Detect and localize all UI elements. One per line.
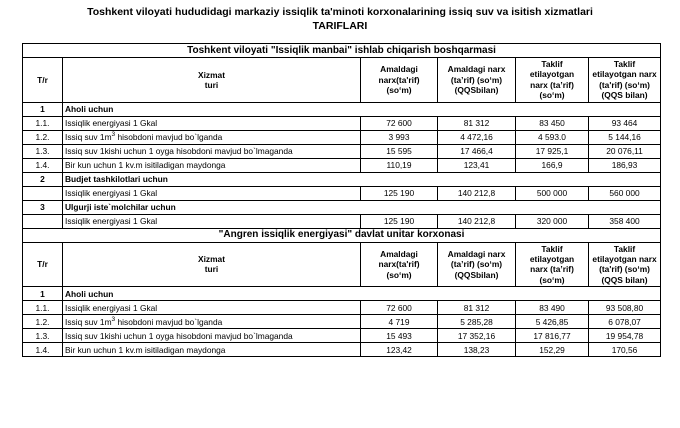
- proposed-price-line-2: etilayotgan: [529, 69, 575, 80]
- current-price-vat-value: 123,41: [438, 158, 516, 172]
- service-description: [63, 186, 361, 200]
- table-row: [23, 130, 661, 144]
- col-header-proposed-price-vat: [589, 242, 661, 287]
- group-number: 2: [23, 172, 63, 186]
- row-number: [23, 214, 63, 228]
- current-price-value: 72 600: [361, 116, 438, 130]
- group-row: [23, 200, 661, 214]
- proposed-price-line-3: narx (ta’rif): [530, 79, 574, 90]
- proposed-price-vat-value: 20 076,11: [589, 144, 661, 158]
- service-text-pre: Issiq suv 1m: [65, 316, 112, 327]
- column-header-row: [23, 58, 661, 103]
- service-text-pre: Issiqlik energiyasi 1 Gkal: [65, 118, 158, 129]
- proposed-price-vat-value: 5 144,16: [589, 130, 661, 144]
- row-number: 1.4.: [23, 158, 63, 172]
- proposed-price-line-1: Taklif: [541, 59, 563, 69]
- table-row: [23, 301, 661, 315]
- row-number: 1.1.: [23, 301, 63, 315]
- group-label: Aholi uchun: [63, 287, 661, 301]
- service-text-pre: Issiqlik energiyasi 1 Gkal: [65, 216, 158, 227]
- current-price-value: 4 719: [361, 315, 438, 329]
- proposed-price-line-1: Taklif: [541, 243, 563, 254]
- service-text-pre: Issiqlik energiyasi 1 Gkal: [65, 188, 158, 199]
- current-price-vat-value: 4 472,16: [438, 130, 516, 144]
- service-text-pre: Bir kun uchun 1 kv.m isitiladigan maydonga: [65, 160, 226, 171]
- service-description: [63, 315, 361, 329]
- proposed-price-vat-value: 186,93: [589, 158, 661, 172]
- superscript-3: 3: [111, 131, 116, 139]
- proposed-price-vat-line-4: (QQS bilan): [601, 90, 648, 101]
- service-text-pre: Bir kun uchun 1 kv.m isitiladigan maydonga: [65, 344, 226, 355]
- current-price-vat-value: 81 312: [438, 301, 516, 315]
- table-row: [23, 116, 661, 130]
- group-number: 3: [23, 200, 63, 214]
- proposed-price-vat-value: 93 464: [589, 116, 661, 130]
- current-price-value: 110,19: [361, 158, 438, 172]
- group-row: [23, 287, 661, 301]
- current-price-value: 125 190: [361, 214, 438, 228]
- group-label: Aholi uchun: [63, 102, 661, 116]
- superscript-3: 3: [111, 315, 116, 323]
- proposed-price-vat-value: 358 400: [589, 214, 661, 228]
- table-row: [23, 315, 661, 329]
- proposed-price-value: 17 925,1: [516, 144, 589, 158]
- proposed-price-vat-value: 93 508,80: [589, 301, 661, 315]
- proposed-price-line-3: narx (ta’rif): [530, 264, 574, 275]
- group-row: [23, 172, 661, 186]
- row-number: 1.3.: [23, 144, 63, 158]
- group-number: 1: [23, 287, 63, 301]
- current-price-vat-value: 5 285,28: [438, 315, 516, 329]
- col-header-service: [63, 58, 361, 103]
- current-price-vat-line-2: (ta’rif) (so‘m): [450, 74, 503, 85]
- proposed-price-line-2: etilayotgan: [529, 254, 575, 265]
- current-price-value: 15 595: [361, 144, 438, 158]
- proposed-price-vat-line-2: etilayotgan narx: [592, 69, 657, 80]
- row-number: 1.3.: [23, 329, 63, 343]
- col-header-current-price: [361, 58, 438, 103]
- service-text-pre: Issiqlik energiyasi 1 Gkal: [65, 302, 158, 313]
- page-title-line-1: Toshkent viloyati hududidagi markaziy issiqlik ta'minoti korxonalarining issiq suv va isitish xizmatlari: [87, 6, 593, 18]
- proposed-price-vat-value: 560 000: [589, 186, 661, 200]
- current-price-vat-value: 17 466,4: [438, 144, 516, 158]
- page-title-line-2: TARIFLARI: [312, 20, 368, 32]
- col-header-service-line-1: Xizmat: [198, 69, 225, 80]
- service-description: [63, 214, 361, 228]
- service-text-post: hisobdoni mavjud bo`lganda: [115, 316, 223, 327]
- group-number: 1: [23, 102, 63, 116]
- col-header-service-line-2: turi: [204, 79, 219, 90]
- current-price-value: 125 190: [361, 186, 438, 200]
- col-header-tr: T/r: [23, 58, 63, 103]
- col-header-tr: T/r: [23, 242, 63, 287]
- col-header-current-price-vat: [438, 242, 516, 287]
- proposed-price-value: 83 490: [516, 301, 589, 315]
- current-price-vat-value: 140 212,8: [438, 186, 516, 200]
- current-price-vat-line-1: Amaldagi narx: [447, 248, 506, 259]
- org-title-row: [23, 44, 661, 58]
- current-price-line-1: Amaldagi: [380, 248, 418, 259]
- group-label: Budjet tashkilotlari uchun: [63, 172, 661, 186]
- org-title: Toshkent viloyati "Issiqlik manbai" ishlab chiqarish boshqarmasi: [23, 44, 661, 58]
- service-text-post: hisobdoni mavjud bo`lganda: [115, 132, 223, 143]
- table-row: [23, 214, 661, 228]
- current-price-line-1: Amaldagi: [380, 64, 418, 75]
- col-header-proposed-price: [516, 58, 589, 103]
- proposed-price-vat-value: 6 078,07: [589, 315, 661, 329]
- current-price-vat-value: 138,23: [438, 343, 516, 357]
- proposed-price-vat-line-3: (ta'rif) (so‘m): [599, 79, 650, 90]
- page-title: [4, 0, 676, 33]
- service-description: [63, 116, 361, 130]
- col-header-service-line-2: turi: [204, 264, 219, 275]
- tariff-table-body: [23, 44, 661, 357]
- group-label: Ulgurji iste`molchilar uchun: [63, 200, 661, 214]
- proposed-price-vat-line-1: Taklif: [613, 59, 636, 69]
- service-description: [63, 343, 361, 357]
- table-row: [23, 343, 661, 357]
- proposed-price-value: 152,29: [516, 343, 589, 357]
- col-header-current-price-vat: [438, 58, 516, 103]
- current-price-line-2: narx(ta'rif): [378, 74, 420, 85]
- row-number: [23, 186, 63, 200]
- proposed-price-vat-value: 170,56: [589, 343, 661, 357]
- current-price-vat-line-1: Amaldagi narx: [447, 64, 506, 75]
- current-price-line-2: narx(ta'rif): [378, 259, 420, 270]
- current-price-line-3: (so‘m): [386, 269, 412, 280]
- table-row: [23, 158, 661, 172]
- org-title-row: [23, 228, 661, 242]
- current-price-vat-line-3: (QQSbilan): [454, 85, 499, 96]
- table-row: [23, 144, 661, 158]
- col-header-service: [63, 242, 361, 287]
- current-price-value: 15 493: [361, 329, 438, 343]
- row-number: 1.2.: [23, 315, 63, 329]
- row-number: 1.1.: [23, 116, 63, 130]
- proposed-price-vat-value: 19 954,78: [589, 329, 661, 343]
- current-price-line-3: (so‘m): [386, 85, 412, 96]
- proposed-price-vat-line-1: Taklif: [613, 243, 636, 254]
- current-price-value: 123,42: [361, 343, 438, 357]
- table-row: [23, 329, 661, 343]
- proposed-price-vat-line-3: (ta'rif) (so‘m): [599, 264, 650, 275]
- service-description: [63, 144, 361, 158]
- current-price-value: 3 993: [361, 130, 438, 144]
- org-title: "Angren issiqlik energiyasi" davlat unitar korxonasi: [23, 228, 661, 242]
- column-header-row: [23, 242, 661, 287]
- service-description: [63, 329, 361, 343]
- proposed-price-value: 17 816,77: [516, 329, 589, 343]
- row-number: 1.2.: [23, 130, 63, 144]
- proposed-price-line-4: (so‘m): [539, 90, 565, 101]
- current-price-value: 72 600: [361, 301, 438, 315]
- proposed-price-value: 166,9: [516, 158, 589, 172]
- service-description: [63, 301, 361, 315]
- col-header-service-line-1: Xizmat: [198, 254, 225, 265]
- col-header-proposed-price-vat: [589, 58, 661, 103]
- current-price-vat-value: 81 312: [438, 116, 516, 130]
- proposed-price-value: 5 426,85: [516, 315, 589, 329]
- proposed-price-vat-line-2: etilayotgan narx: [592, 254, 657, 265]
- proposed-price-line-4: (so‘m): [539, 274, 565, 285]
- proposed-price-value: 500 000: [516, 186, 589, 200]
- current-price-vat-line-2: (ta’rif) (so‘m): [450, 259, 503, 270]
- service-text-pre: Issiq suv 1m: [65, 132, 112, 143]
- tariff-tables: [22, 43, 660, 357]
- proposed-price-value: 4 593.0: [516, 130, 589, 144]
- table-row: [23, 186, 661, 200]
- col-header-proposed-price: [516, 242, 589, 287]
- service-description: [63, 130, 361, 144]
- service-text-pre: Issiq suv 1kishi uchun 1 oyga hisobdoni mavjud bo`lmaganda: [65, 146, 293, 157]
- col-header-current-price: [361, 242, 438, 287]
- service-description: [63, 158, 361, 172]
- tariff-table: [22, 43, 661, 357]
- proposed-price-value: 83 450: [516, 116, 589, 130]
- proposed-price-value: 320 000: [516, 214, 589, 228]
- current-price-vat-value: 17 352,16: [438, 329, 516, 343]
- proposed-price-vat-line-4: (QQS bilan): [601, 274, 648, 285]
- row-number: 1.4.: [23, 343, 63, 357]
- group-row: [23, 102, 661, 116]
- current-price-vat-line-3: (QQSbilan): [454, 269, 499, 280]
- service-text-pre: Issiq suv 1kishi uchun 1 oyga hisobdoni mavjud bo`lmaganda: [65, 330, 293, 341]
- current-price-vat-value: 140 212,8: [438, 214, 516, 228]
